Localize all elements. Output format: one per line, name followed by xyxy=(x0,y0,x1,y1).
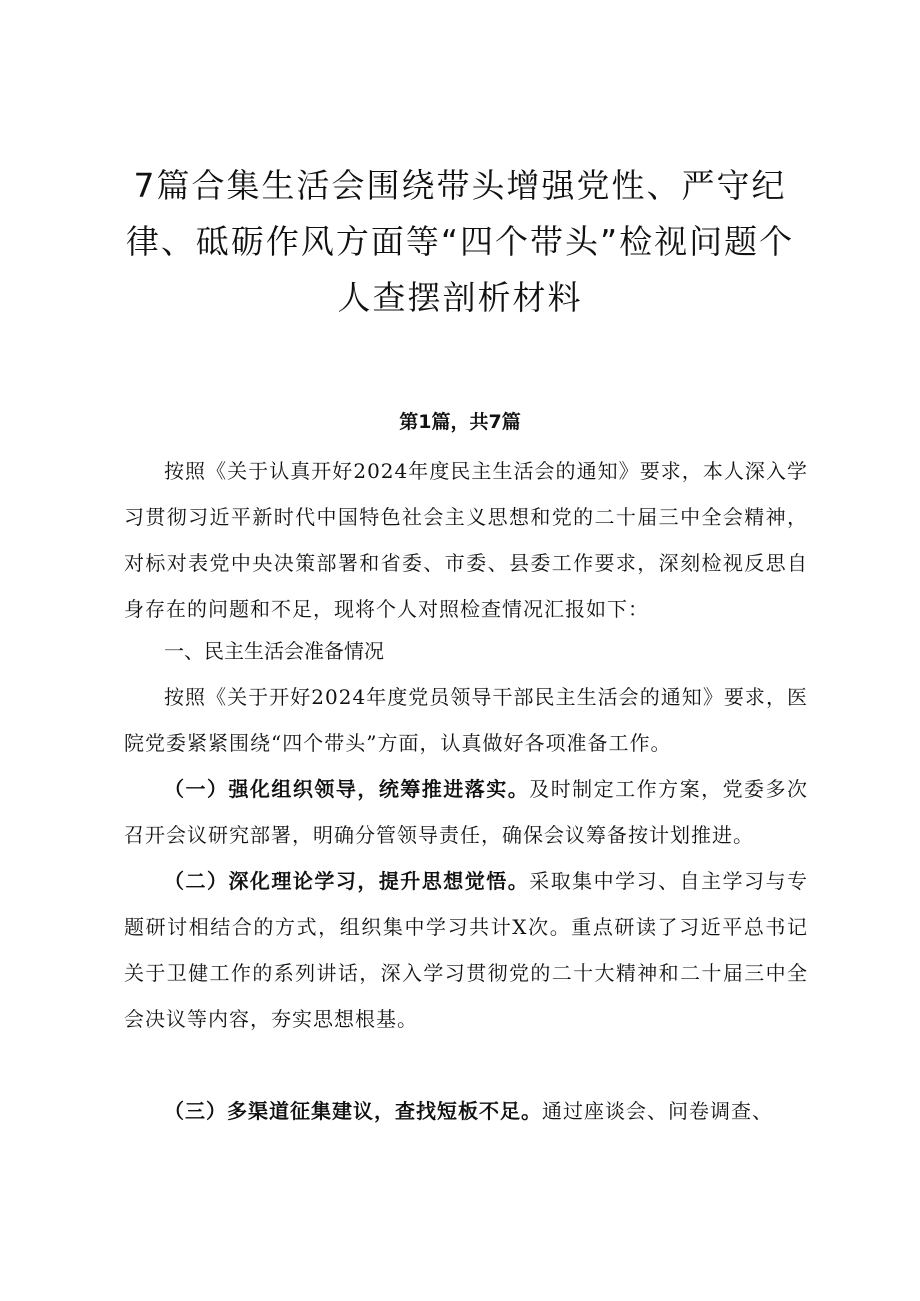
item-2-body: 采取集中学习、自主学习与专题研讨相结合的方式，组织集中学习共计X次。重点研读了习近平总书记关于卫健工作的系列讲话，深入学习贯彻党的二十大精神和二十届三中全会决议等内容，夯实思想根基。 xyxy=(124,869,809,1031)
item-3-paragraph xyxy=(124,1088,808,1134)
title-line-2: 律、砥砺作风方面等“四个带头”检视问题个 xyxy=(125,222,795,261)
item-2-paragraph xyxy=(124,858,808,1042)
item-2-heading: （二）深化理论学习，提升思想觉悟。 xyxy=(164,869,530,893)
document-title xyxy=(100,158,820,326)
title-line-1: 7篇合集生活会围绕带头增强党性、严守纪 xyxy=(133,166,787,205)
intro-paragraph: 按照《关于认真开好2024年度民主生活会的通知》要求，本人深入学习贯彻习近平新时代中国特色社会主义思想和党的二十届三中全会精神，对标对表党中央决策部署和省委、市委、县委工作要求，深刻检视反思自身存在的问题和不足，现将个人对照检查情况汇报如下： xyxy=(124,459,808,621)
section-paragraph: 按照《关于开好2024年度党员领导干部民主生活会的通知》要求，医院党委紧紧围绕“四个带头”方面，认真做好各项准备工作。 xyxy=(124,685,808,755)
item-1-heading: （一）强化组织领导，统筹推进落实。 xyxy=(164,777,530,801)
section-heading: 一、民主生活会准备情况 xyxy=(164,639,384,663)
item-3-body: 通过座谈会、问卷调查、 xyxy=(542,1099,773,1123)
item-1-paragraph xyxy=(124,766,808,858)
title-line-3: 人查摆剖析材料 xyxy=(337,278,583,317)
item-1-body: 及时制定工作方案，党委多次召开会议研究部署，明确分管领导责任，确保会议筹备按计划推进。 xyxy=(124,777,809,847)
part-subtitle: 第1篇，共7篇 xyxy=(399,411,521,433)
item-3-heading: （三）多渠道征集建议，查找短板不足。 xyxy=(164,1099,542,1123)
